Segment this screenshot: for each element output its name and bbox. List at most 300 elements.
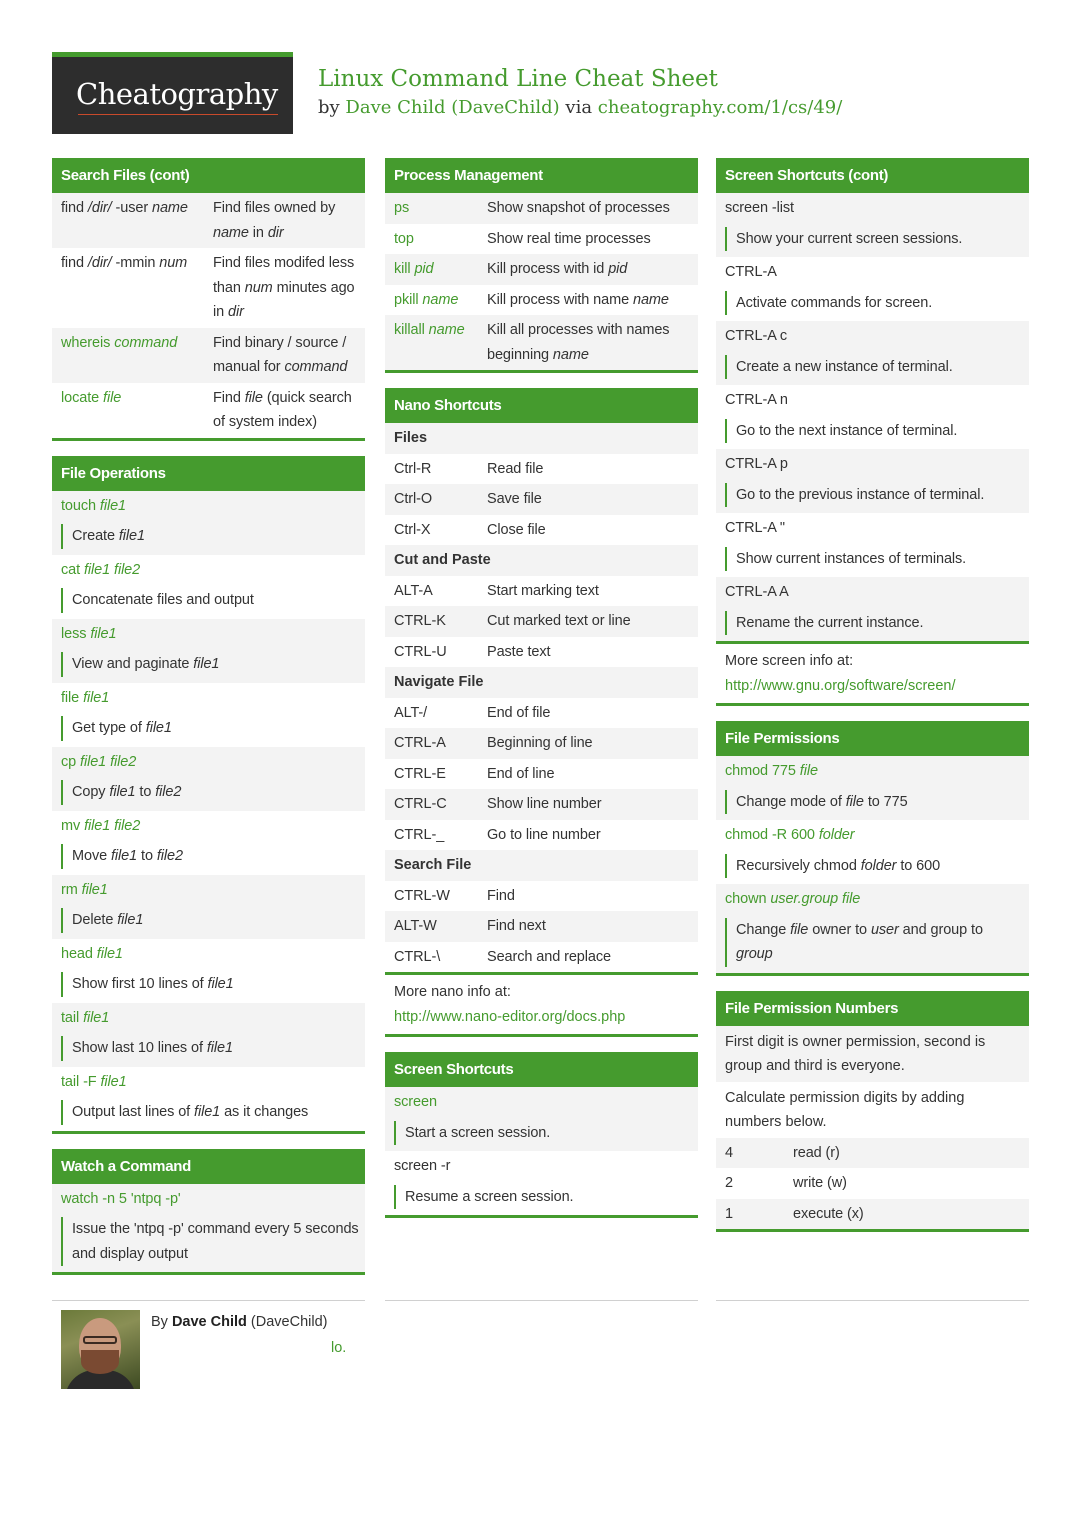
desc-text: in (248, 224, 268, 241)
cmd-arg: file1 (90, 625, 117, 642)
process-list (385, 193, 698, 370)
desc-text: Kill all processes with names beginning (487, 322, 670, 363)
shortcut-key: CTRL-U (394, 643, 447, 660)
desc-text: Change (736, 921, 791, 938)
shortcut-key: Ctrl-R (394, 460, 432, 477)
desc-text: Output last lines of (72, 1104, 195, 1120)
section-title: Nano Shortcuts (385, 388, 698, 423)
desc-text: Copy (72, 784, 110, 800)
cmd-arg: num (159, 255, 188, 271)
desc-text: Delete (72, 912, 118, 928)
shortcut-key: CTRL-E (394, 765, 446, 782)
desc-arg: name (632, 291, 669, 308)
shortcut-action: Show line number (487, 796, 602, 812)
command-cell (394, 196, 487, 221)
description-cell (213, 331, 365, 380)
list-item (716, 193, 1029, 257)
permission-digit: 2 (725, 1175, 733, 1191)
cmd-text: mv (61, 817, 85, 834)
list-item (52, 491, 365, 555)
desc-arg: name (213, 224, 249, 241)
desc-arg: file1 (206, 1040, 233, 1056)
desc-text: as it changes (220, 1104, 309, 1120)
cmd-arg: file1 (83, 689, 110, 706)
command-cell (394, 318, 487, 367)
cmd-text: kill (394, 261, 415, 277)
more-info-text: More screen info at: (725, 653, 854, 669)
description-cell (487, 318, 698, 367)
permission-number-list (716, 1138, 1029, 1230)
desc-text: Show snapshot of processes (487, 200, 670, 216)
cmd-text: touch (61, 497, 100, 514)
description-cell (487, 257, 698, 282)
table-row (385, 224, 698, 255)
list-item (385, 1087, 698, 1151)
desc-arg: file1 (118, 528, 145, 544)
table-row (385, 515, 698, 546)
command-text (725, 887, 1023, 912)
table-row (385, 254, 698, 285)
cmd-arg: folder (818, 827, 855, 843)
table-row (385, 942, 698, 973)
by-prefix: by (318, 97, 346, 118)
command-text (725, 759, 1023, 784)
shortcut-action: End of file (487, 704, 551, 721)
section-title: File Permission Numbers (716, 991, 1029, 1026)
list-item (716, 385, 1029, 449)
cmd-arg: file1 (99, 497, 127, 514)
table-row (52, 328, 365, 383)
table-row (385, 759, 698, 790)
section-title: File Permissions (716, 721, 1029, 756)
cheatography-logo[interactable] (52, 52, 293, 134)
more-info-text: More nano info at: (394, 984, 511, 1000)
command-cell (394, 257, 487, 282)
shortcut-key: CTRL-C (394, 796, 447, 812)
desc-text: (quick search of system index) (213, 389, 352, 430)
desc-arg: command (284, 359, 348, 375)
cmd-text: top (394, 230, 414, 247)
file-permission-numbers-section (716, 991, 1029, 1233)
command-text (61, 1070, 359, 1095)
nano-docs-link[interactable]: http://www.nano-editor.org/docs.php (394, 1008, 626, 1025)
desc-text: Create (72, 528, 119, 544)
shortcut-key: CTRL-W (394, 887, 450, 904)
list-item (52, 875, 365, 939)
list-item (52, 1067, 365, 1131)
desc-text: Find files modifed less than (213, 255, 355, 296)
nano-list (385, 423, 698, 972)
desc-text: Show real time processes (487, 230, 651, 247)
shortcut-key: CTRL-_ (394, 826, 445, 843)
desc-text: owner to (808, 921, 871, 938)
subsection-title: Navigate File (385, 667, 698, 698)
table-row (385, 606, 698, 637)
description-cell (213, 386, 365, 435)
shortcut-action: Beginning of line (487, 735, 593, 751)
author-avatar[interactable] (61, 1310, 140, 1389)
list-item (52, 1184, 365, 1273)
logo-text: Cheatography (76, 77, 278, 111)
cmd-arg: file1 file2 (80, 753, 137, 770)
list-item (716, 257, 1029, 321)
desc-text: Get type of (72, 720, 146, 736)
cmd-arg: command (114, 334, 178, 351)
shortcut-key: CTRL-\ (394, 948, 441, 965)
command-text: CTRL-A c (725, 328, 788, 344)
desc-arg: file2 (155, 784, 182, 800)
command-description: Show your current screen sessions. (725, 227, 1023, 252)
table-row (716, 1138, 1029, 1169)
cmd-text: ps (394, 200, 410, 216)
table-row (385, 789, 698, 820)
cmd-text: tail -F (61, 1073, 101, 1090)
search-files-section (52, 158, 365, 441)
column-3 (716, 158, 1029, 1247)
screen-cont-list (716, 193, 1029, 641)
command-description (61, 972, 359, 997)
column-1 (52, 158, 365, 1290)
desc-arg: file1 (145, 720, 172, 736)
table-row (52, 383, 365, 438)
footer-link[interactable]: lo. (331, 1340, 347, 1356)
desc-text: Recursively chmod (736, 857, 861, 874)
list-item (52, 811, 365, 875)
desc-text: Find (213, 389, 245, 406)
cmd-arg: name (152, 200, 188, 216)
table-row (385, 576, 698, 607)
command-description: Go to the next instance of terminal. (725, 419, 1023, 444)
command-text: CTRL-A n (725, 392, 788, 408)
shortcut-action: Read file (487, 460, 544, 477)
command-text (61, 878, 359, 903)
shortcut-key: CTRL-A (394, 735, 446, 751)
command-description (61, 588, 359, 613)
table-row (385, 911, 698, 942)
subsection-title: Search File (385, 850, 698, 881)
cmd-text: less (61, 625, 91, 642)
file-permissions-section (716, 721, 1029, 976)
shortcut-action: Close file (487, 521, 546, 538)
cmd-arg: user.group file (770, 891, 861, 907)
desc-text: to (135, 784, 156, 800)
section-title: Search Files (cont) (52, 158, 365, 193)
list-item (385, 1151, 698, 1215)
shortcut-action: Start marking text (487, 582, 599, 599)
command-description (725, 790, 1023, 815)
author-handle: (DaveChild) (246, 1314, 328, 1330)
shortcut-action: Save file (487, 491, 542, 507)
permission-meaning: read (r) (793, 1144, 840, 1161)
command-text (61, 750, 359, 775)
command-description: Show current instances of terminals. (725, 547, 1023, 572)
list-item (716, 756, 1029, 820)
sheet-title: Linux Command Line Cheat Sheet (318, 66, 718, 92)
desc-arg: folder (860, 857, 897, 874)
desc-arg: file (845, 793, 864, 810)
cmd-text: locate (61, 389, 104, 406)
shortcut-action: Go to line number (487, 826, 601, 843)
description-cell (487, 288, 698, 313)
watch-command-section (52, 1149, 365, 1276)
process-management-section (385, 158, 698, 373)
desc-text: to (137, 848, 157, 864)
byline (318, 97, 842, 118)
desc-arg: dir (267, 224, 284, 241)
avatar-glasses (83, 1336, 117, 1344)
list-item (52, 683, 365, 747)
shortcut-key: ALT-A (394, 582, 433, 599)
section-title: File Operations (52, 456, 365, 491)
table-row (385, 193, 698, 224)
description-cell (487, 196, 698, 221)
command-description (725, 854, 1023, 879)
command-description (61, 716, 359, 741)
table-row (385, 881, 698, 912)
screen-more-info (716, 641, 1029, 703)
desc-text: to 775 (863, 793, 908, 810)
section-title: Process Management (385, 158, 698, 193)
description-cell (213, 251, 365, 325)
cmd-arg: file1 (96, 945, 123, 962)
command-cell (61, 251, 213, 325)
file-operations-section (52, 456, 365, 1134)
command-text (61, 814, 359, 839)
table-row (385, 698, 698, 729)
shortcut-key: Ctrl-O (394, 491, 433, 507)
command-description (61, 524, 359, 549)
desc-text: and group to (898, 921, 983, 938)
avatar-beard (81, 1350, 119, 1374)
command-text: screen (394, 1094, 437, 1110)
table-row (385, 285, 698, 316)
desc-text: Kill process with name (487, 291, 633, 308)
author-link[interactable]: Dave Child (DaveChild) (345, 97, 560, 118)
shortcut-action: Search and replace (487, 948, 611, 965)
command-description: Resume a screen session. (394, 1185, 692, 1210)
table-row (716, 1199, 1029, 1230)
desc-arg: file1 (109, 784, 136, 800)
via-text: via (559, 97, 598, 118)
cmd-text: find (61, 255, 88, 271)
command-text (61, 686, 359, 711)
list-item (716, 513, 1029, 577)
logo-underline (78, 114, 278, 115)
command-cell (61, 196, 213, 245)
column-2 (385, 158, 698, 1233)
desc-text: Kill process with id (487, 261, 609, 277)
file-operations-list (52, 491, 365, 1131)
subsection-title: Cut and Paste (385, 545, 698, 576)
cmd-arg: file1 (100, 1073, 127, 1090)
command-description (61, 1100, 359, 1125)
cmd-text: find (61, 200, 88, 216)
cmd-text: cat (61, 561, 84, 578)
command-cell (61, 386, 213, 435)
cmd-text: whereis (61, 334, 115, 351)
cmd-arg: /dir/ (87, 255, 112, 271)
footer-divider (716, 1300, 1029, 1301)
table-row (716, 1168, 1029, 1199)
command-description (61, 780, 359, 805)
command-description: Activate commands for screen. (725, 291, 1023, 316)
cmd-text: pkill (394, 291, 423, 308)
nano-more-info (385, 972, 698, 1034)
screen-shortcuts-section (385, 1052, 698, 1218)
desc-arg: file1 (207, 976, 234, 992)
desc-arg: file1 (117, 912, 144, 928)
cmd-arg: name (428, 322, 465, 338)
table-row (385, 484, 698, 515)
command-text: watch -n 5 'ntpq -p' (61, 1190, 181, 1207)
table-row (385, 454, 698, 485)
desc-text: Change mode of (736, 793, 846, 810)
screen-docs-link[interactable]: http://www.gnu.org/software/screen/ (725, 677, 956, 694)
by-text: By (151, 1314, 172, 1330)
desc-arg: name (552, 346, 589, 363)
desc-arg: dir (228, 304, 244, 320)
cmd-arg: file1 file2 (83, 561, 141, 578)
command-cell (61, 331, 213, 380)
command-text: CTRL-A " (725, 520, 785, 536)
footer-divider (385, 1300, 698, 1301)
desc-arg: group (736, 946, 773, 962)
command-description: Create a new instance of terminal. (725, 355, 1023, 380)
cmd-text: head (61, 945, 97, 962)
section-title: Screen Shortcuts (385, 1052, 698, 1087)
desc-arg: file (790, 921, 809, 938)
desc-text: Show first 10 lines of (72, 976, 208, 992)
command-description (725, 918, 1023, 967)
permission-digit: 1 (725, 1205, 733, 1222)
desc-arg: file1 (194, 1104, 221, 1120)
list-item (52, 939, 365, 1003)
shortcut-key: ALT-W (394, 918, 437, 934)
command-cell (394, 227, 487, 252)
table-row (52, 248, 365, 328)
shortcut-action: Find next (487, 918, 546, 934)
command-text: screen -r (394, 1158, 451, 1174)
list-item (52, 1003, 365, 1067)
section-title: Screen Shortcuts (cont) (716, 158, 1029, 193)
desc-text: Concatenate files and output (72, 592, 254, 608)
table-row (385, 820, 698, 851)
desc-arg: file (244, 389, 263, 406)
desc-text: to 600 (896, 857, 941, 874)
command-text: screen -list (725, 200, 794, 216)
cmd-text: tail (61, 1009, 84, 1026)
list-item (52, 747, 365, 811)
command-description (61, 844, 359, 869)
desc-text: View and paginate (72, 656, 194, 672)
shortcut-action: Paste text (487, 643, 551, 660)
footer-divider (52, 1300, 365, 1301)
list-item (716, 321, 1029, 385)
cmd-arg: file1 (83, 1009, 110, 1026)
command-description: Rename the current instance. (725, 611, 1023, 636)
cmd-arg: /dir/ (87, 200, 112, 216)
sheet-url-link[interactable]: cheatography.com/1/cs/49/ (597, 97, 843, 118)
command-cell (394, 288, 487, 313)
table-row (385, 728, 698, 759)
cmd-text: -user (111, 200, 152, 216)
author-name[interactable]: Dave Child (171, 1314, 247, 1330)
shortcut-key: Ctrl-X (394, 521, 431, 538)
list-item (52, 619, 365, 683)
command-text (61, 1006, 359, 1031)
paragraph: First digit is owner permission, second is group and third is everyone. (716, 1026, 1029, 1082)
command-description: Start a screen session. (394, 1121, 692, 1146)
table-row (385, 637, 698, 668)
command-description (61, 652, 359, 677)
command-text: CTRL-A p (725, 456, 788, 472)
footer-author (151, 1314, 327, 1330)
command-description: Issue the 'ntpq -p' command every 5 seconds and display output (61, 1217, 359, 1266)
shortcut-action: Cut marked text or line (487, 613, 631, 629)
desc-arg: pid (608, 261, 628, 277)
screen-shortcuts-cont-section (716, 158, 1029, 706)
command-text (61, 942, 359, 967)
command-text (61, 494, 359, 519)
desc-text: Find files owned by (213, 200, 336, 216)
desc-arg: user (870, 921, 899, 938)
permission-digit: 4 (725, 1144, 733, 1161)
cmd-text: chown (725, 891, 771, 907)
desc-arg: num (244, 279, 273, 296)
shortcut-action: End of line (487, 765, 555, 782)
cmd-text: -mmin (111, 255, 160, 271)
cmd-text: rm (61, 881, 82, 898)
list-item (716, 449, 1029, 513)
permission-meaning: write (w) (793, 1175, 847, 1191)
section-title: Watch a Command (52, 1149, 365, 1184)
command-text (61, 558, 359, 583)
cmd-arg: file (799, 763, 818, 779)
desc-text: Find binary / source / manual for (213, 334, 347, 375)
list-item (716, 884, 1029, 973)
cmd-text: chmod -R 600 (725, 827, 819, 843)
list-item (716, 577, 1029, 641)
cmd-arg: pid (414, 261, 434, 277)
shortcut-key: ALT-/ (394, 704, 428, 721)
cmd-text: chmod 775 (725, 763, 800, 779)
cmd-arg: file1 (81, 881, 108, 898)
desc-text: Move (72, 848, 111, 864)
table-row (385, 315, 698, 370)
shortcut-action: Find (487, 887, 515, 904)
cmd-text: cp (61, 753, 81, 770)
desc-arg: file1 (193, 656, 220, 672)
desc-arg: file2 (156, 848, 183, 864)
table-row (52, 193, 365, 248)
description-cell (487, 227, 698, 252)
cmd-text: file (61, 689, 84, 706)
desc-text: Show last 10 lines of (72, 1040, 207, 1056)
command-description (61, 1036, 359, 1061)
list-item (52, 555, 365, 619)
desc-arg: file1 (111, 848, 138, 864)
command-text: CTRL-A A (725, 584, 789, 600)
cmd-text: killall (394, 322, 429, 338)
nano-shortcuts-section (385, 388, 698, 1037)
command-text (725, 823, 1023, 848)
desc-text: minutes ago in (213, 279, 355, 320)
cmd-arg: file1 file2 (84, 817, 141, 834)
shortcut-key: CTRL-K (394, 613, 446, 629)
paragraph: Calculate permission digits by adding numbers below. (725, 1089, 965, 1130)
command-description: Go to the previous instance of terminal. (725, 483, 1023, 508)
subsection-title: Files (385, 423, 698, 454)
